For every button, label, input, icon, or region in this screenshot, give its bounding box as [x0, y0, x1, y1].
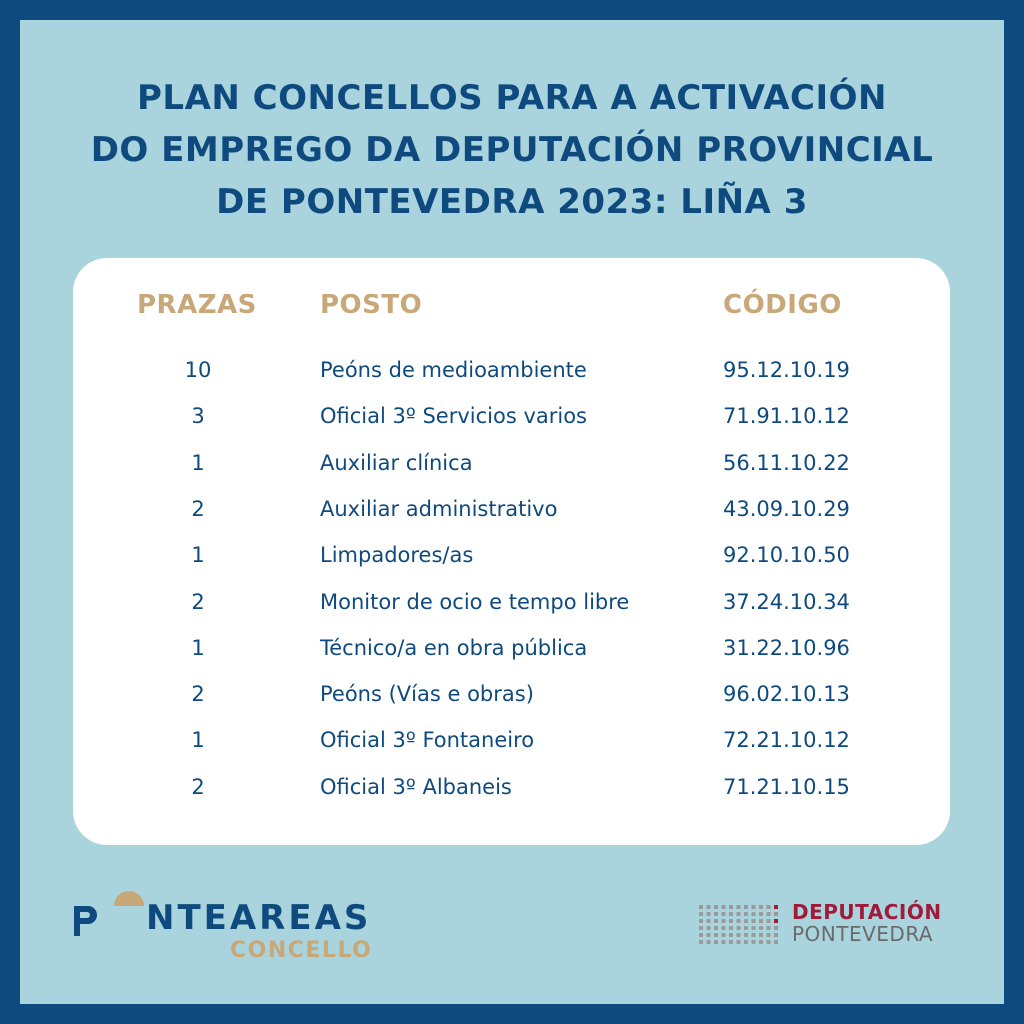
- cell-posto: Oficial 3º Albaneis: [320, 774, 512, 799]
- cell-prazas: 1: [191, 728, 205, 753]
- deputacion-wordmark: DEPUTACIÓN: [792, 900, 942, 924]
- column-header-prazas: PRAZAS: [137, 290, 257, 320]
- column-header-posto: POSTO: [320, 290, 423, 320]
- deputacion-subtitle: PONTEVEDRA: [792, 922, 934, 946]
- cell-prazas: 2: [191, 774, 205, 799]
- table-row: [0, 680, 1024, 720]
- deputacion-dots-icon: [697, 903, 787, 947]
- cell-posto: Limpadores/as: [320, 543, 474, 568]
- table-row: [0, 541, 1024, 581]
- table-row: [0, 588, 1024, 628]
- cell-codigo: 31.22.10.96: [723, 635, 850, 660]
- ponteareas-wordmark: NTEAREAS: [146, 898, 372, 938]
- cell-codigo: 43.09.10.29: [723, 496, 850, 521]
- ponteareas-bridge-arc-icon: [112, 888, 146, 908]
- cell-codigo: 56.11.10.22: [723, 450, 850, 475]
- cell-posto: Oficial 3º Fontaneiro: [320, 728, 535, 753]
- cell-codigo: 71.21.10.15: [723, 774, 850, 799]
- cell-posto: Técnico/a en obra pública: [320, 635, 588, 660]
- table-row: [0, 495, 1024, 535]
- cell-posto: Monitor de ocio e tempo libre: [320, 589, 630, 614]
- cell-prazas: 1: [191, 450, 205, 475]
- table-row: [0, 449, 1024, 489]
- cell-posto: Peóns de medioambiente: [320, 358, 587, 382]
- table-row: [0, 402, 1024, 442]
- deputacion-logo: [697, 900, 967, 950]
- cell-prazas: 2: [191, 589, 205, 614]
- title-line-2: DO EMPREGO DA DEPUTACIÓN PROVINCIAL: [90, 130, 934, 170]
- cell-codigo: 72.21.10.12: [723, 728, 850, 753]
- title-line-1: PLAN CONCELLOS PARA A ACTIVACIÓN: [136, 78, 887, 118]
- cell-posto: Auxiliar administrativo: [320, 496, 558, 521]
- cell-prazas: 2: [191, 496, 205, 521]
- cell-prazas: 2: [191, 682, 205, 707]
- ponteareas-subtitle: CONCELLO: [230, 938, 373, 963]
- cell-posto: Oficial 3º Servicios varios: [320, 404, 587, 429]
- cell-prazas: 1: [191, 635, 205, 660]
- cell-codigo: 37.24.10.34: [723, 589, 850, 614]
- cell-prazas: 10: [184, 358, 212, 382]
- cell-posto: Peóns (Vías e obras): [320, 682, 534, 707]
- title-line-3: DE PONTEVEDRA 2023: LIÑA 3: [216, 182, 808, 222]
- cell-codigo: 71.91.10.12: [723, 404, 850, 429]
- table-row: [0, 726, 1024, 766]
- table-row: [0, 356, 1024, 396]
- ponteareas-arch-icon: [72, 900, 112, 940]
- ponteareas-logo: [72, 898, 392, 968]
- cell-codigo: 95.12.10.19: [723, 358, 850, 382]
- poster-title: [0, 72, 1024, 228]
- cell-prazas: 1: [191, 543, 205, 568]
- cell-posto: Auxiliar clínica: [320, 450, 473, 475]
- table-row: [0, 634, 1024, 674]
- cell-prazas: 3: [191, 404, 205, 429]
- cell-codigo: 96.02.10.13: [723, 682, 850, 707]
- table-row: [0, 773, 1024, 813]
- column-header-codigo: CÓDIGO: [723, 290, 842, 320]
- cell-codigo: 92.10.10.50: [723, 543, 850, 568]
